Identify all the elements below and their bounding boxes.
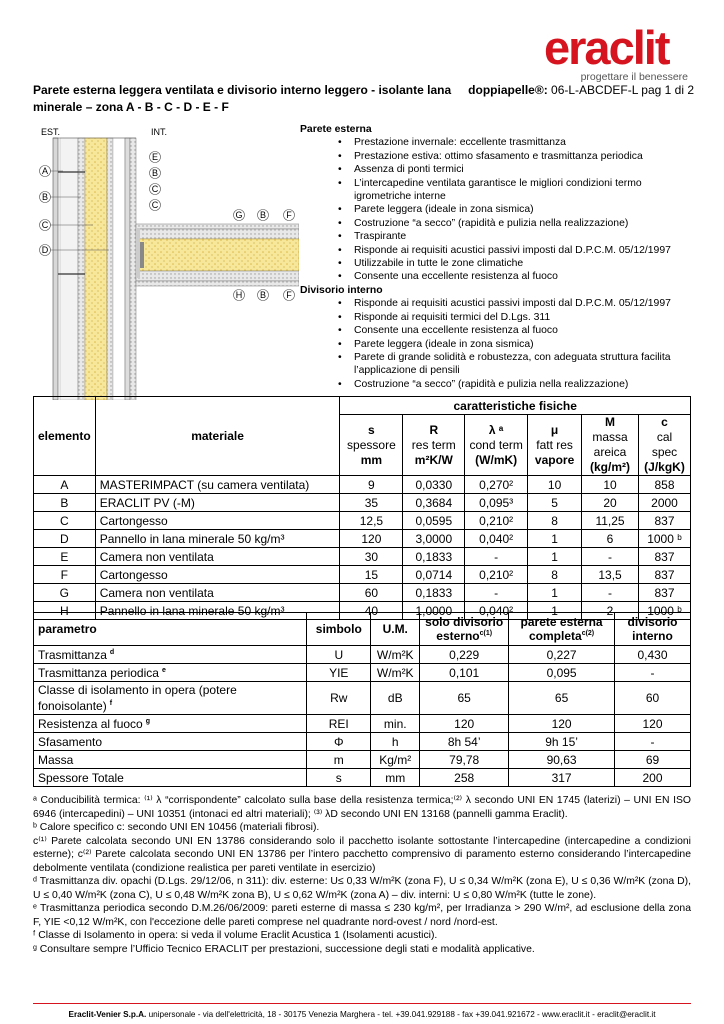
head-parametro: parametro	[34, 613, 307, 646]
cell-mat: ERACLIT PV (-M)	[95, 494, 340, 512]
table-row	[34, 512, 691, 530]
internal-feature-item: • Parete di grande solidità e robustezza, con adeguata struttura facilita l’applicazione di pensili	[340, 351, 700, 378]
table-row	[34, 476, 691, 494]
param-note-ref: g	[145, 717, 151, 725]
head-completa-sup: c(2)	[581, 630, 595, 637]
column-header	[340, 415, 403, 476]
cell-sym: YIE	[307, 664, 371, 682]
cell-m: 6	[582, 530, 639, 548]
external-feature-item: • Prestazione estiva: ottimo sfasamento e trasmittanza periodica	[340, 150, 700, 163]
cell-sym: U	[307, 646, 371, 664]
column-name: cal spec	[651, 430, 678, 459]
cell-c: 858	[638, 476, 690, 494]
callout-A: A	[41, 166, 49, 176]
table-row	[34, 530, 691, 548]
cell-mat: Camera non ventilata	[95, 548, 340, 566]
table-row	[34, 548, 691, 566]
table-row	[34, 733, 691, 751]
head-solo-divisorio	[420, 613, 509, 646]
footnote: ᶠ Classe di Isolamento in opera: si veda il volume Eraclit Acustica 1 (Isolamenti acustici).	[33, 930, 438, 941]
column-name: fatt res	[536, 437, 573, 452]
cell-a: 0,229	[420, 646, 509, 664]
column-name: spessore	[347, 437, 396, 452]
cell-r: 0,0330	[403, 476, 465, 494]
internal-feature-item: • Risponde ai requisiti acustici passivi imposti dal D.P.C.M. 05/12/1997	[340, 297, 700, 310]
cell-a: 65	[420, 682, 509, 715]
footer-details: unipersonale - via dell'elettricità, 18 - 30175 Venezia Marghera - tel. +39.041.929188 - fax +39.041.921672 - www.eraclit.it - eraclit@eraclit.it	[146, 1010, 656, 1019]
column-unit: (J/kgK)	[644, 460, 685, 474]
callout-B3: B	[259, 210, 267, 220]
cell-s: 30	[340, 548, 403, 566]
column-symbol: R	[429, 422, 439, 437]
cell-b: 0,227	[509, 646, 615, 664]
cell-c: 69	[615, 751, 691, 769]
cell-c: 60	[615, 682, 691, 715]
cell-m: 10	[582, 476, 639, 494]
external-feature-item: • Risponde ai requisiti acustici passivi imposti dal D.P.C.M. 05/12/1997	[340, 244, 700, 257]
external-title: Parete esterna	[300, 124, 372, 135]
external-features	[300, 136, 700, 283]
cell-c: 120	[615, 715, 691, 733]
cell-s: 9	[340, 476, 403, 494]
doc-ref: 06-L-ABCDEF-L pag 1 di 2	[551, 83, 694, 97]
cell-c: 0,430	[615, 646, 691, 664]
external-feature-item: • Traspirante	[340, 230, 700, 243]
cell-m: -	[582, 548, 639, 566]
internal-title: Divisorio interno	[300, 284, 383, 296]
cell-c: 2000	[638, 494, 690, 512]
parameters-table	[33, 612, 691, 787]
cell-mat: Cartongesso	[95, 512, 340, 530]
cell-parametro	[34, 646, 307, 664]
cell-c: -	[615, 733, 691, 751]
cell-a: 120	[420, 715, 509, 733]
callout-F: F	[286, 210, 292, 220]
cell-c: 1000 ᵇ	[638, 530, 690, 548]
cell-s: 120	[340, 530, 403, 548]
external-feature-item: • Consente una eccellente resistenza al fuoco	[340, 270, 700, 283]
callout-C2: C	[151, 184, 159, 194]
cell-s: 40	[340, 602, 403, 620]
column-header	[403, 415, 465, 476]
external-feature-item: • Utilizzabile in tutte le zone climatiche	[340, 257, 700, 270]
cell-m: 13,5	[582, 566, 639, 584]
callout-C: C	[41, 220, 49, 230]
param-note-ref: e	[161, 666, 166, 674]
internal-feature-item: • Parete leggera (ideale in zona sismica)	[340, 338, 700, 351]
cell-sym: m	[307, 751, 371, 769]
footnote: ᵇ Calore specifico c: secondo UNI EN 10456 (materiali fibrosi).	[33, 822, 320, 833]
cell-el: C	[34, 512, 96, 530]
cell-el: F	[34, 566, 96, 584]
cell-b: 317	[509, 769, 615, 787]
footnote: ᵉ Trasmittanza periodica secondo D.M.26/06/2009: pareti esterne di massa ≤ 230 kg/m², per Irradianza > 290 W/m², ad esclusione della zona F, YIE <0,12 W/m²K, con l'eccezione delle pareti comprese nel quadrante nord-ovest / nord /nord-est.	[33, 903, 691, 928]
param-note-ref: f	[109, 700, 113, 707]
cell-r: 3,0000	[403, 530, 465, 548]
cell-parametro	[34, 664, 307, 682]
cell-r: 0,0714	[403, 566, 465, 584]
materials-body	[34, 476, 691, 620]
cell-el: D	[34, 530, 96, 548]
cell-m: 2	[582, 602, 639, 620]
cell-r: 0,1833	[403, 584, 465, 602]
param-name: Trasmittanza periodica	[38, 665, 159, 680]
cell-m: 20	[582, 494, 639, 512]
column-unit: m²K/W	[414, 452, 453, 467]
callout-E: E	[151, 152, 159, 162]
column-header	[638, 415, 690, 476]
cell-r: 0,0595	[403, 512, 465, 530]
cell-a: 8h 54’	[420, 733, 509, 751]
callout-B2: B	[151, 168, 159, 178]
callout-G: G	[235, 210, 243, 220]
label-est: EST.	[41, 127, 61, 137]
brand-tagline: progettare il benessere	[580, 71, 688, 83]
footer-rule	[33, 1003, 691, 1004]
column-unit: (kg/m²)	[590, 460, 631, 474]
column-symbol: M	[605, 415, 616, 429]
footnotes	[33, 794, 691, 956]
internal-features	[300, 297, 700, 391]
param-name: Sfasamento	[38, 734, 103, 749]
head-solo-text: solo divisorio esterno	[425, 615, 504, 643]
cell-mu: 1	[528, 584, 582, 602]
cell-sym: s	[307, 769, 371, 787]
cell-a: 79,78	[420, 751, 509, 769]
internal-feature-item: • Consente una eccellente resistenza al fuoco	[340, 324, 700, 337]
param-note-ref: d	[109, 648, 115, 656]
brand-logo	[544, 21, 694, 83]
document-reference	[468, 82, 694, 99]
cell-mu: 8	[528, 566, 582, 584]
callout-B4: B	[259, 290, 267, 300]
cell-mu: 8	[528, 512, 582, 530]
parameters-body	[34, 646, 691, 787]
table-row	[34, 682, 691, 715]
column-name: res term	[411, 437, 456, 452]
cell-um: dB	[371, 682, 420, 715]
cell-mat: Pannello in lana minerale 50 kg/m³	[95, 530, 340, 548]
external-feature-item: • Prestazione invernale: eccellente trasmittanza	[340, 136, 700, 149]
brand-name: eraclit	[544, 21, 669, 74]
cell-c: 837	[638, 512, 690, 530]
footnote-rule	[33, 786, 210, 787]
cell-el: G	[34, 584, 96, 602]
callout-F2: F	[286, 290, 292, 300]
cell-lambda: 0,210²	[465, 566, 528, 584]
callout-C3: C	[151, 200, 159, 210]
cell-parametro	[34, 733, 307, 751]
column-symbol: c	[661, 415, 668, 429]
internal-feature-item: • Costruzione “a secco” (rapidità e pulizia nella realizzazione)	[340, 378, 700, 391]
cell-a: 0,101	[420, 664, 509, 682]
cell-r: 0,3684	[403, 494, 465, 512]
footnote: ᵍ Consultare sempre l’Ufficio Tecnico ERACLIT per prestazioni, successione degli stati e modalità applicative.	[33, 943, 535, 955]
cell-lambda: 0,040²	[465, 602, 528, 620]
footnote: ᵃ Conducibilità termica: ⁽¹⁾ λ “corrispondente” calcolato sulla base della resistenza termica;⁽²⁾ λ secondo UNI EN 1745 (laterizi) – UNI EN ISO 6946 (intercapedini) – UNI 10351 (intonaci ed altri materiali); ⁽³⁾ λD secondo UNI EN 13168 (pannelli gamma Eraclit).	[33, 795, 691, 820]
cell-parametro	[34, 769, 307, 787]
cell-mu: 1	[528, 530, 582, 548]
cell-el: E	[34, 548, 96, 566]
cell-lambda: -	[465, 584, 528, 602]
head-um: U.M.	[371, 613, 420, 646]
cell-mat: Cartongesso	[95, 566, 340, 584]
cell-um: mm	[371, 769, 420, 787]
label-int: INT.	[151, 127, 168, 137]
cell-r: 0,1833	[403, 548, 465, 566]
doc-prefix: doppiapelle®:	[468, 83, 548, 97]
external-feature-item: • Assenza di ponti termici	[340, 163, 700, 176]
column-symbol: μ	[550, 422, 559, 437]
column-header	[582, 415, 639, 476]
internal-feature-item: • Risponde ai requisiti termici del D.Lgs. 311	[340, 311, 700, 324]
cell-s: 35	[340, 494, 403, 512]
param-name: Resistenza al fuoco	[38, 716, 143, 731]
cell-sym: Rw	[307, 682, 371, 715]
external-feature-item: • L’intercapedine ventilata garantisce le migliori condizioni termo igrometriche interne	[340, 177, 700, 204]
column-header	[528, 415, 582, 476]
footer-company: Eraclit-Venier S.p.A.	[68, 1010, 147, 1019]
cell-c: 1000 ᵇ	[638, 602, 690, 620]
table-row	[34, 751, 691, 769]
callout-H: H	[235, 290, 243, 300]
cell-c: 200	[615, 769, 691, 787]
table-row	[34, 584, 691, 602]
cell-um: Kg/m²	[371, 751, 420, 769]
column-symbol: λ ᵃ	[488, 422, 504, 437]
head-parete-completa	[509, 613, 615, 646]
cell-lambda: 0,210²	[465, 512, 528, 530]
cell-mu: 1	[528, 548, 582, 566]
cell-el: H	[34, 602, 96, 620]
head-divisorio-interno: divisorio interno	[615, 613, 691, 646]
cell-c: 837	[638, 548, 690, 566]
materials-table	[33, 396, 691, 620]
head-solo-sup: c(1)	[479, 630, 493, 637]
table-row	[34, 715, 691, 733]
cell-lambda: 0,270²	[465, 476, 528, 494]
col-elemento: elemento	[34, 397, 96, 476]
external-feature-item: • Costruzione “a secco” (rapidità e pulizia nella realizzazione)	[340, 217, 700, 230]
footnote: ᵈ Trasmittanza div. opachi (D.Lgs. 29/12/06, n 311): div. esterne: U≤ 0,33 W/m²K (zona F), U ≤ 0,34 W/m²K (zona E), U ≤ 0,36 W/m²K (zona D), U ≤ 0,40 W/m²K (zona C), U ≤ 0,48 W/m²K zona B), U ≤ 0,62 W/m²K (zona A) – div. interni: U ≤ 0,80 W/m²K (tutte le zone).	[33, 876, 691, 901]
document-title: Parete esterna leggera ventilata e divisorio interno leggero - isolante lana minerale – zona A - B - C - D - E - F	[33, 83, 452, 114]
cell-mu: 5	[528, 494, 582, 512]
param-name: Spessore Totale	[38, 770, 124, 785]
param-name: Trasmittanza	[38, 647, 107, 662]
table-row	[34, 494, 691, 512]
cell-b: 120	[509, 715, 615, 733]
cell-b: 9h 15’	[509, 733, 615, 751]
cell-c: 837	[638, 584, 690, 602]
cell-s: 15	[340, 566, 403, 584]
head-simbolo: simbolo	[307, 613, 371, 646]
callout-D: D	[41, 245, 49, 255]
column-unit: vapore	[534, 452, 575, 467]
cell-um: min.	[371, 715, 420, 733]
features-list	[300, 123, 700, 391]
cell-b: 0,095	[509, 664, 615, 682]
footnote: c⁽¹⁾ Parete calcolata secondo UNI EN 13786 considerando solo il pacchetto isolante sottostante l’intercapedine (intercapedine a condizioni esterne); c⁽²⁾ Parete calcolata secondo UNI EN 13786 per l’intero pacchetto comprensivo di paramento esterno considerando l’intercapedine debolmente ventilata (condizione realistica per pareti ventilate in esercizio)	[33, 835, 691, 874]
external-feature-item: • Parete leggera (ideale in zona sismica)	[340, 203, 700, 216]
cell-parametro	[34, 715, 307, 733]
wall-section-diagram	[33, 124, 299, 400]
column-unit: (W/mK)	[475, 452, 518, 467]
table-row	[34, 566, 691, 584]
cell-el: A	[34, 476, 96, 494]
cell-b: 90,63	[509, 751, 615, 769]
cell-lambda: -	[465, 548, 528, 566]
cell-sym: Φ	[307, 733, 371, 751]
cell-um: h	[371, 733, 420, 751]
cell-s: 12,5	[340, 512, 403, 530]
head-completa-text: parete esterna completa	[520, 615, 603, 643]
cell-el: B	[34, 494, 96, 512]
cell-b: 65	[509, 682, 615, 715]
cell-mat: Pannello in lana minerale 50 kg/m³	[95, 602, 340, 620]
cell-lambda: 0,095³	[465, 494, 528, 512]
callout-B: B	[41, 192, 49, 202]
column-header	[465, 415, 528, 476]
cell-sym: REI	[307, 715, 371, 733]
table-row	[34, 646, 691, 664]
cell-lambda: 0,040²	[465, 530, 528, 548]
cell-a: 258	[420, 769, 509, 787]
group-header: caratteristiche fisiche	[340, 397, 691, 415]
cell-c: -	[615, 664, 691, 682]
cell-parametro	[34, 682, 307, 715]
table-row	[34, 769, 691, 787]
col-materiale: materiale	[95, 397, 340, 476]
footer	[0, 1010, 724, 1019]
table-row	[34, 664, 691, 682]
column-name: massa areica	[592, 430, 628, 459]
cell-mu: 10	[528, 476, 582, 494]
cell-c: 837	[638, 566, 690, 584]
cell-um: W/m²K	[371, 664, 420, 682]
cell-mat: Camera non ventilata	[95, 584, 340, 602]
param-name: Massa	[38, 752, 74, 767]
cell-r: 1,0000	[403, 602, 465, 620]
cell-m: -	[582, 584, 639, 602]
column-symbol: s	[368, 422, 375, 437]
cell-parametro	[34, 751, 307, 769]
cell-um: W/m²K	[371, 646, 420, 664]
cell-mu: 1	[528, 602, 582, 620]
cell-mat: MASTERIMPACT (su camera ventilata)	[95, 476, 340, 494]
cell-s: 60	[340, 584, 403, 602]
param-name: Classe di isolamento in opera (potere fonoisolante)	[38, 683, 237, 713]
column-unit: mm	[360, 452, 383, 467]
column-name: cond term	[469, 437, 523, 452]
cell-m: 11,25	[582, 512, 639, 530]
